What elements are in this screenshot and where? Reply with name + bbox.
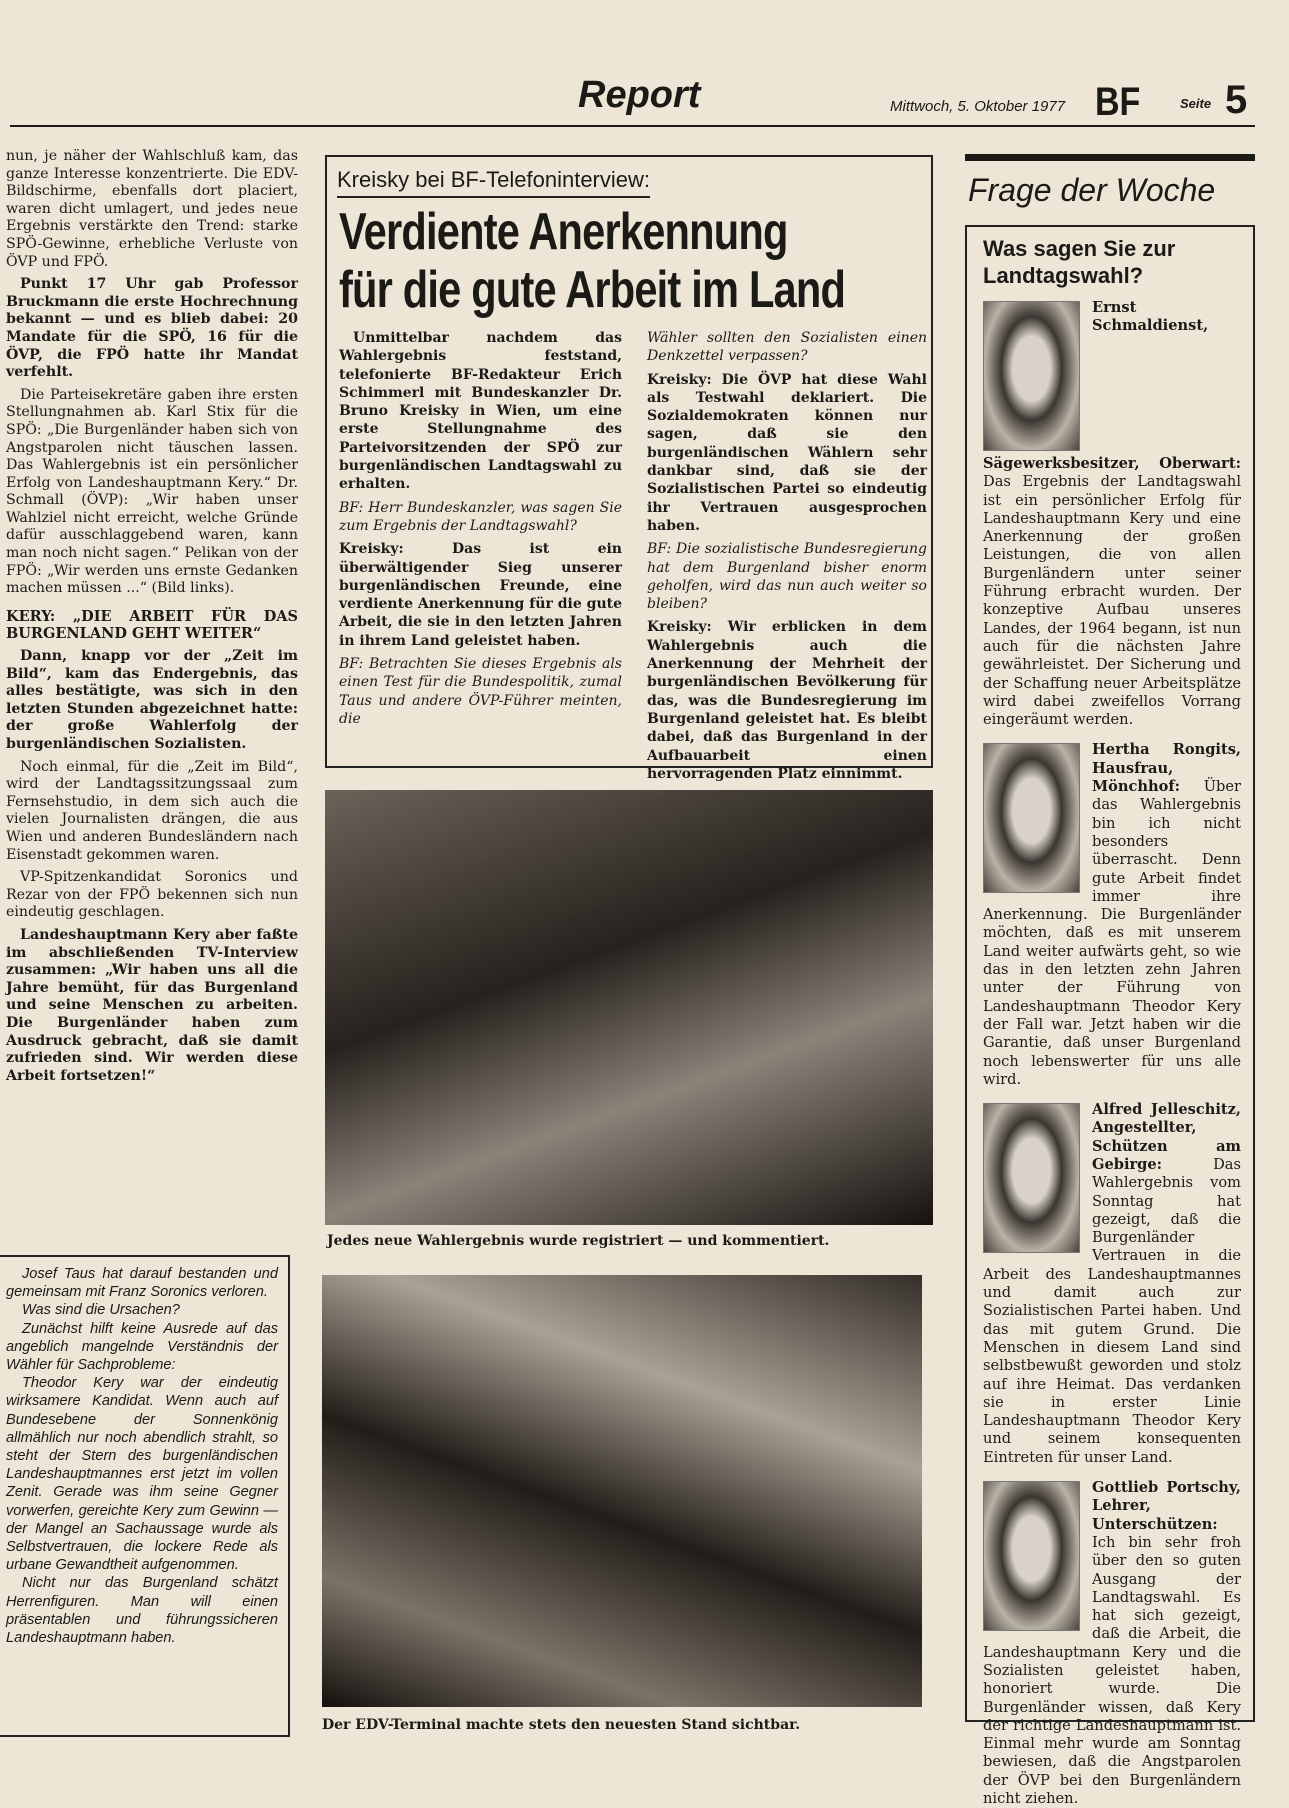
- newspaper-logo: BF: [1095, 80, 1141, 124]
- commentary-box: [0, 1255, 290, 1737]
- paragraph: BF: Die sozialistische Bundesregierung hat dem Burgenland bisher enorm geholfen, wird das nun auch weiter so bleiben?: [647, 541, 927, 613]
- commentary-paragraph: Nicht nur das Burgenland schätzt Herrenfiguren. Man will einen präsentablen und führungssicheren Landeshauptmann haben.: [6, 1575, 278, 1647]
- left-column: [6, 148, 298, 1090]
- header-rule: [10, 125, 1255, 127]
- sidebar-title: Frage der Woche: [968, 172, 1216, 208]
- paragraph: Wähler sollten den Sozialisten einen Denkzettel verpassen?: [647, 330, 927, 365]
- sidebar-question: Was sagen Sie zur Landtagswahl?: [983, 236, 1176, 288]
- page-label: Seite: [1180, 96, 1212, 111]
- paragraph: Dann, knapp vor der „Zeit im Bild“, kam das Endergebnis, das alles bestätigte, was sich in den letzten Stunden abgezeichnet hatte: der große Wahlerfolg der burgenländischen Sozialisten.: [6, 648, 298, 752]
- paragraph: Landeshauptmann Kery aber faßte im abschließenden TV-Interview zusammen: „Wir haben uns all die Jahre bemüht, für das Burgenland und seine Menschen zu arbeiten. Die Burgenländer haben zum Ausdruck gebracht, daß sie damit zufrieden sind. Wir werden diese Arbeit fortsetzen!“: [6, 926, 298, 1084]
- portrait-photo: [983, 743, 1080, 893]
- answer: [983, 1101, 1241, 1479]
- interview-column-2: [647, 329, 927, 788]
- subheading: KERY: „DIE ARBEIT FÜR DAS BURGENLAND GEHT WEITER“: [6, 607, 298, 643]
- paragraph: Punkt 17 Uhr gab Professor Bruckmann die erste Hochrechnung bekannt — und es blieb dabei: 20 Mandate für die SPÖ, 16 für die ÖVP, die FPÖ hatte ihr Mandat verfehlt.: [6, 276, 298, 381]
- photo-crowd-at-table: [325, 790, 933, 1225]
- answer-text: Das Wahlergebnis vom Sonntag hat gezeigt, daß die Burgenländer Vertrauen in die Arbeit des Landeshauptmannes und damit auch zur Sozialistischen Partei haben. Und das mit gutem Grund. Die Menschen in diesem Land sind selbstbewußt geworden und stolz auf ihre Heimat. Das verdanken sie in erster Linie Landeshauptmann Theodor Kery und seinem konsequenten Eintreten für unser Land.: [983, 1155, 1241, 1466]
- answer-text: Das Ergebnis der Landtagswahl ist ein persönlicher Erfolg für Landeshauptmann Kery und eine Anerkennung der großen Leistungen, die von allen Burgenländern unter seiner Führung erbracht wurden. Der konzeptive Aufbau unseres Landes, der 1964 begann, ist nun auch für die nächsten Jahre gewährleistet. Der Sicherung und der Schaffung neuer Arbeitsplätze wird dabei zweifellos Vorrang eingeräumt werden.: [983, 473, 1241, 729]
- issue-date: Mittwoch, 5. Oktober 1977: [890, 98, 1066, 115]
- paragraph: Kreisky: Das ist ein überwältigender Sieg unserer burgenländischen Freunde, eine verdiente Anerkennung für die gute Arbeit, die sie in den letzten Jahren in ihrem Land geleistet haben.: [339, 541, 622, 649]
- answer-text: Ich bin sehr froh über den so guten Ausgang der Landtagswahl. Es hat sich gezeigt, daß die Arbeit, die Landeshauptmann Kery und die Sozialisten geleistet haben, honoriert wurde. Die Burgenländer wissen, daß Kery der richtige Landeshauptmann ist. Einmal mehr wurde am Sonntag bewiesen, daß die Angstparolen der ÖVP bei den Burgenländern nicht ziehen.: [983, 1533, 1241, 1808]
- paragraph: Kreisky: Die ÖVP hat diese Wahl als Testwahl deklariert. Die Sozialdemokraten können nur sagen, daß sie den burgenländischen Wählern sehr dankbar sind, daß sie der Sozialistischen Partei so eindeutig ihr Vertrauen ausgesprochen haben.: [647, 371, 927, 534]
- headline: [339, 203, 845, 319]
- paragraph: nun, je näher der Wahlschluß kam, das ganze Interesse konzentrierte. Die EDV-Bildschirme, ebenfalls dort placiert, waren dicht umlagert, und jedes neue Ergebnis verstärkte den Trend: starke SPÖ-Gewinne, erhebliche Verluste von ÖVP und FPÖ.: [6, 148, 298, 270]
- page-number: 5: [1225, 78, 1248, 122]
- paragraph: VP-Spitzenkandidat Soronics und Rezar von der FPÖ bekennen sich nun eindeutig geschlagen.: [6, 869, 298, 921]
- photo-caption: Der EDV-Terminal machte stets den neuesten Stand sichtbar.: [322, 1717, 801, 1733]
- respondent-name: Alfred Jelleschitz, Angestellter, Schützen am Gebirge:: [1092, 1101, 1241, 1173]
- sidebar-top-bar: [965, 154, 1255, 161]
- paragraph: BF: Herr Bundeskanzler, was sagen Sie zum Ergebnis der Landtagswahl?: [339, 499, 622, 534]
- sidebar-box: [965, 225, 1255, 1808]
- answer: [983, 741, 1241, 1101]
- commentary-paragraph: Theodor Kery war der eindeutig wirksamere Kandidat. Wenn auch auf Bundesebene der Sonnenkönig allmählich nur noch abendlich strahlt, so steht der Stern des burgenländischen Landeshauptmannes erst jetzt im vollen Zenit. Gerade was ihm seine Gegner vorwerfen, gereichte Kery zum Gewinn — der Mangel an Sachaussage wurde als Selbstvertrauen, die lockere Rede als urbane Gewandtheit aufgenommen.: [6, 1375, 278, 1574]
- portrait-photo: [983, 1103, 1080, 1253]
- paragraph: Die Parteisekretäre gaben ihre ersten Stellungnahmen ab. Karl Stix für die SPÖ: „Die Burgenländer haben sich von Angstparolen nicht täuschen lassen. Das Wahlergebnis ist ein persönlicher Erfolg von Landeshauptmann Kery.“ Dr. Schmall (ÖVP): „Wir haben unser Wahlziel nicht erreicht, welche Gründe dafür ausschlaggebend waren, kann man noch nicht sagen.“ Pelikan von der FPÖ: „Wir werden uns ernste Gedanken machen müssen ...“ (Bild links).: [6, 386, 298, 597]
- interview-kicker: Kreisky bei BF-Telefoninterview:: [337, 167, 650, 198]
- paragraph: Kreisky: Wir erblicken in dem Wahlergebnis auch die Anerkennung der Mehrheit der burgenländischen Bevölkerung für das, was die Bundesregierung im Burgenland geleistet hat. Es bleibt dabei, daß das Burgenland in der Aufbauarbeit einen hervorragenden Platz einnimmt.: [647, 619, 927, 782]
- paragraph: Unmittelbar nachdem das Wahlergebnis feststand, telefonierte BF-Redakteur Erich Schimmerl mit Bundeskanzler Dr. Bruno Kreisky in Wien, um eine erste Stellungnahme des Parteivorsitzenden der SPÖ zur burgenländischen Landtagswahl zu erhalten.: [339, 330, 622, 493]
- commentary-paragraph: Zunächst hilft keine Ausrede auf das angeblich mangelnde Verständnis der Wähler für Sachprobleme:: [6, 1320, 278, 1374]
- paragraph: Noch einmal, für die „Zeit im Bild“, wird der Landtagssitzungssaal zum Fernsehstudio, in dem sich auch die vielen Journalisten drängen, die aus Wien und anderen Bundesländern nach Eisenstadt gekommen waren.: [6, 758, 298, 863]
- portrait-photo: [983, 301, 1080, 451]
- respondent-name: Gottlieb Portschy, Lehrer, Unterschützen:: [1092, 1479, 1241, 1533]
- interview-column-1: [339, 329, 622, 733]
- commentary-paragraph: Was sind die Ursachen?: [22, 1302, 180, 1319]
- photo-caption: Jedes neue Wahlergebnis wurde registriert — und kommentiert.: [327, 1233, 830, 1249]
- interview-box: [325, 155, 933, 782]
- paragraph: BF: Betrachten Sie dieses Ergebnis als einen Test für die Bundespolitik, zumal Taus und andere ÖVP-Führer meinten, die: [339, 656, 622, 727]
- portrait-photo: [983, 1481, 1080, 1631]
- headline-line: Verdiente Anerkennung: [339, 203, 788, 261]
- headline-line: für die gute Arbeit im Land: [339, 261, 846, 319]
- answer: [983, 299, 1241, 741]
- photo-edv-terminal: [322, 1275, 922, 1707]
- respondent-name: Ernst Schmaldienst, Sägewerksbesitzer, Oberwart:: [983, 299, 1241, 472]
- answer-text: Über das Wahlergebnis bin ich nicht besonders überrascht. Denn gute Arbeit findet immer ihre Anerkennung. Die Burgenländer möchten, daß es mit unserem Land weiter aufwärts geht, so wie das in den letzten zehn Jahren unter der Führung von Landeshauptmann Theodor Kery der Fall war. Jetzt haben wir die Garantie, daß unser Burgenland noch lebenswerter für uns alle wird.: [983, 778, 1241, 1088]
- answer: [983, 1479, 1241, 1808]
- respondent-name: Hertha Rongits, Hausfrau, Mönchhof:: [1092, 741, 1241, 796]
- section-title: Report: [578, 74, 701, 116]
- commentary-paragraph: Josef Taus hat darauf bestanden und gemeinsam mit Franz Soronics verloren.: [6, 1266, 278, 1301]
